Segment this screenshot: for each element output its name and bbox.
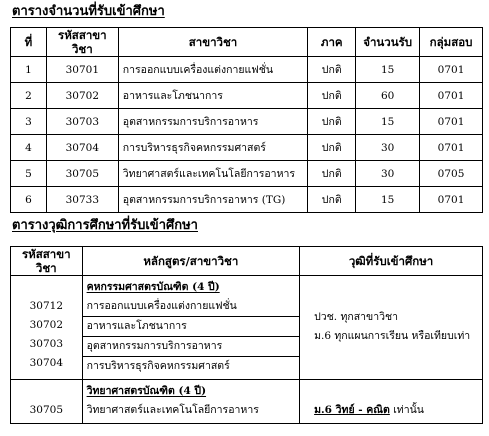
header-program: หลักสูตร/สาขาวิชา bbox=[82, 247, 300, 276]
cell-exam-group: 0701 bbox=[420, 135, 483, 161]
cell-no: 1 bbox=[11, 57, 47, 83]
cell-no: 5 bbox=[11, 161, 47, 187]
group1-code: 30712 bbox=[29, 300, 63, 312]
cell-major: อุตสาหกรรมการบริการอาหาร bbox=[118, 109, 308, 135]
table-row bbox=[11, 109, 483, 135]
group1-program: อาหารและโภชนาการ bbox=[83, 317, 300, 337]
table-row bbox=[11, 161, 483, 187]
cell-term: ปกติ bbox=[308, 109, 356, 135]
cell-code: 30702 bbox=[46, 83, 118, 109]
cell-major: วิทยาศาสตร์และเทคโนโลยีการอาหาร bbox=[118, 161, 308, 187]
group2-qualification-line bbox=[314, 401, 478, 420]
group2-row bbox=[11, 380, 483, 424]
group1-qualification-line2: ม.6 ทุกแผนการเรียน หรือเทียบเท่า bbox=[314, 330, 471, 342]
cell-exam-group: 0701 bbox=[420, 83, 483, 109]
cell-major: การบริหารธุรกิจคหกรรมศาสตร์ bbox=[118, 135, 308, 161]
cell-no: 4 bbox=[11, 135, 47, 161]
cell-term: ปกติ bbox=[308, 187, 356, 213]
qualification-table-header bbox=[11, 247, 483, 276]
group1-codes bbox=[11, 276, 83, 380]
header-no: ที่ bbox=[11, 28, 47, 57]
section2-heading: ตารางวุฒิการศึกษาที่รับเข้าศึกษา bbox=[12, 218, 198, 233]
group2-code: 30705 bbox=[29, 404, 63, 416]
cell-term: ปกติ bbox=[308, 57, 356, 83]
cell-quota: 15 bbox=[356, 187, 420, 213]
cell-code: 30705 bbox=[46, 161, 118, 187]
group2-codes bbox=[11, 380, 83, 424]
group1-program: อุตสาหกรรมการบริการอาหาร bbox=[83, 337, 300, 357]
group1-qualification bbox=[300, 276, 483, 380]
cell-no: 3 bbox=[11, 109, 47, 135]
header-quota: จำนวนรับ bbox=[356, 28, 420, 57]
cell-quota: 30 bbox=[356, 135, 420, 161]
enrollment-table-header bbox=[11, 28, 483, 57]
group2-title-spacer bbox=[15, 382, 78, 401]
table-row bbox=[11, 83, 483, 109]
table-row bbox=[11, 187, 483, 213]
cell-major: อาหารและโภชนาการ bbox=[118, 83, 308, 109]
table-row bbox=[11, 57, 483, 83]
cell-term: ปกติ bbox=[308, 83, 356, 109]
cell-quota: 15 bbox=[356, 109, 420, 135]
group2-title: วิทยาศาสตรบัณฑิต (4 ปี) bbox=[86, 385, 207, 397]
cell-code: 30701 bbox=[46, 57, 118, 83]
group2-title-spacer bbox=[314, 382, 478, 401]
cell-exam-group: 0701 bbox=[420, 57, 483, 83]
cell-code: 30733 bbox=[46, 187, 118, 213]
group2-qualification-main: ม.6 วิทย์ - คณิต bbox=[314, 404, 390, 416]
cell-code: 30703 bbox=[46, 109, 118, 135]
group1-programs bbox=[82, 276, 300, 380]
group2-program: วิทยาศาสตร์และเทคโนโลยีการอาหาร bbox=[86, 404, 259, 416]
cell-exam-group: 0705 bbox=[420, 161, 483, 187]
cell-term: ปกติ bbox=[308, 161, 356, 187]
group2-qualification bbox=[300, 380, 483, 424]
cell-quota: 60 bbox=[356, 83, 420, 109]
group2-programs bbox=[82, 380, 300, 424]
header-major: สาขาวิชา bbox=[118, 28, 308, 57]
group1-code: 30702 bbox=[29, 319, 63, 331]
header-qualification: วุฒิที่รับเข้าศึกษา bbox=[300, 247, 483, 276]
cell-major: การออกแบบเครื่องแต่งกายแฟชั่น bbox=[118, 57, 308, 83]
group1-title: คหกรรมศาสตรบัณฑิต (4 ปี) bbox=[86, 281, 220, 293]
header-exam-group: กลุ่มสอบ bbox=[420, 28, 483, 57]
header-code: รหัสสาขาวิชา bbox=[46, 28, 118, 57]
group1-qualification-line1: ปวช. ทุกสาขาวิชา bbox=[314, 311, 399, 323]
cell-no: 6 bbox=[11, 187, 47, 213]
section1-heading: ตารางจำนวนที่รับเข้าศึกษา bbox=[12, 4, 165, 19]
table-row bbox=[11, 135, 483, 161]
cell-quota: 15 bbox=[356, 57, 420, 83]
group1-program: การบริหารธุรกิจคหกรรมศาสตร์ bbox=[86, 360, 230, 372]
group2-qualification-suffix: เท่านั้น bbox=[389, 404, 424, 416]
cell-no: 2 bbox=[11, 83, 47, 109]
group1-title-spacer bbox=[15, 278, 78, 297]
qualification-table bbox=[10, 246, 483, 424]
cell-term: ปกติ bbox=[308, 135, 356, 161]
cell-major: อุตสาหกรรมการบริการอาหาร (TG) bbox=[118, 187, 308, 213]
group1-code: 30703 bbox=[29, 338, 63, 350]
group1-code: 30704 bbox=[29, 357, 63, 369]
header-code: รหัสสาขาวิชา bbox=[11, 247, 83, 276]
group1-row bbox=[11, 276, 483, 380]
cell-code: 30704 bbox=[46, 135, 118, 161]
cell-exam-group: 0701 bbox=[420, 187, 483, 213]
cell-quota: 30 bbox=[356, 161, 420, 187]
cell-exam-group: 0701 bbox=[420, 109, 483, 135]
group1-program: การออกแบบเครื่องแต่งกายแฟชั่น bbox=[83, 297, 300, 317]
enrollment-table bbox=[10, 27, 483, 213]
header-term: ภาค bbox=[308, 28, 356, 57]
